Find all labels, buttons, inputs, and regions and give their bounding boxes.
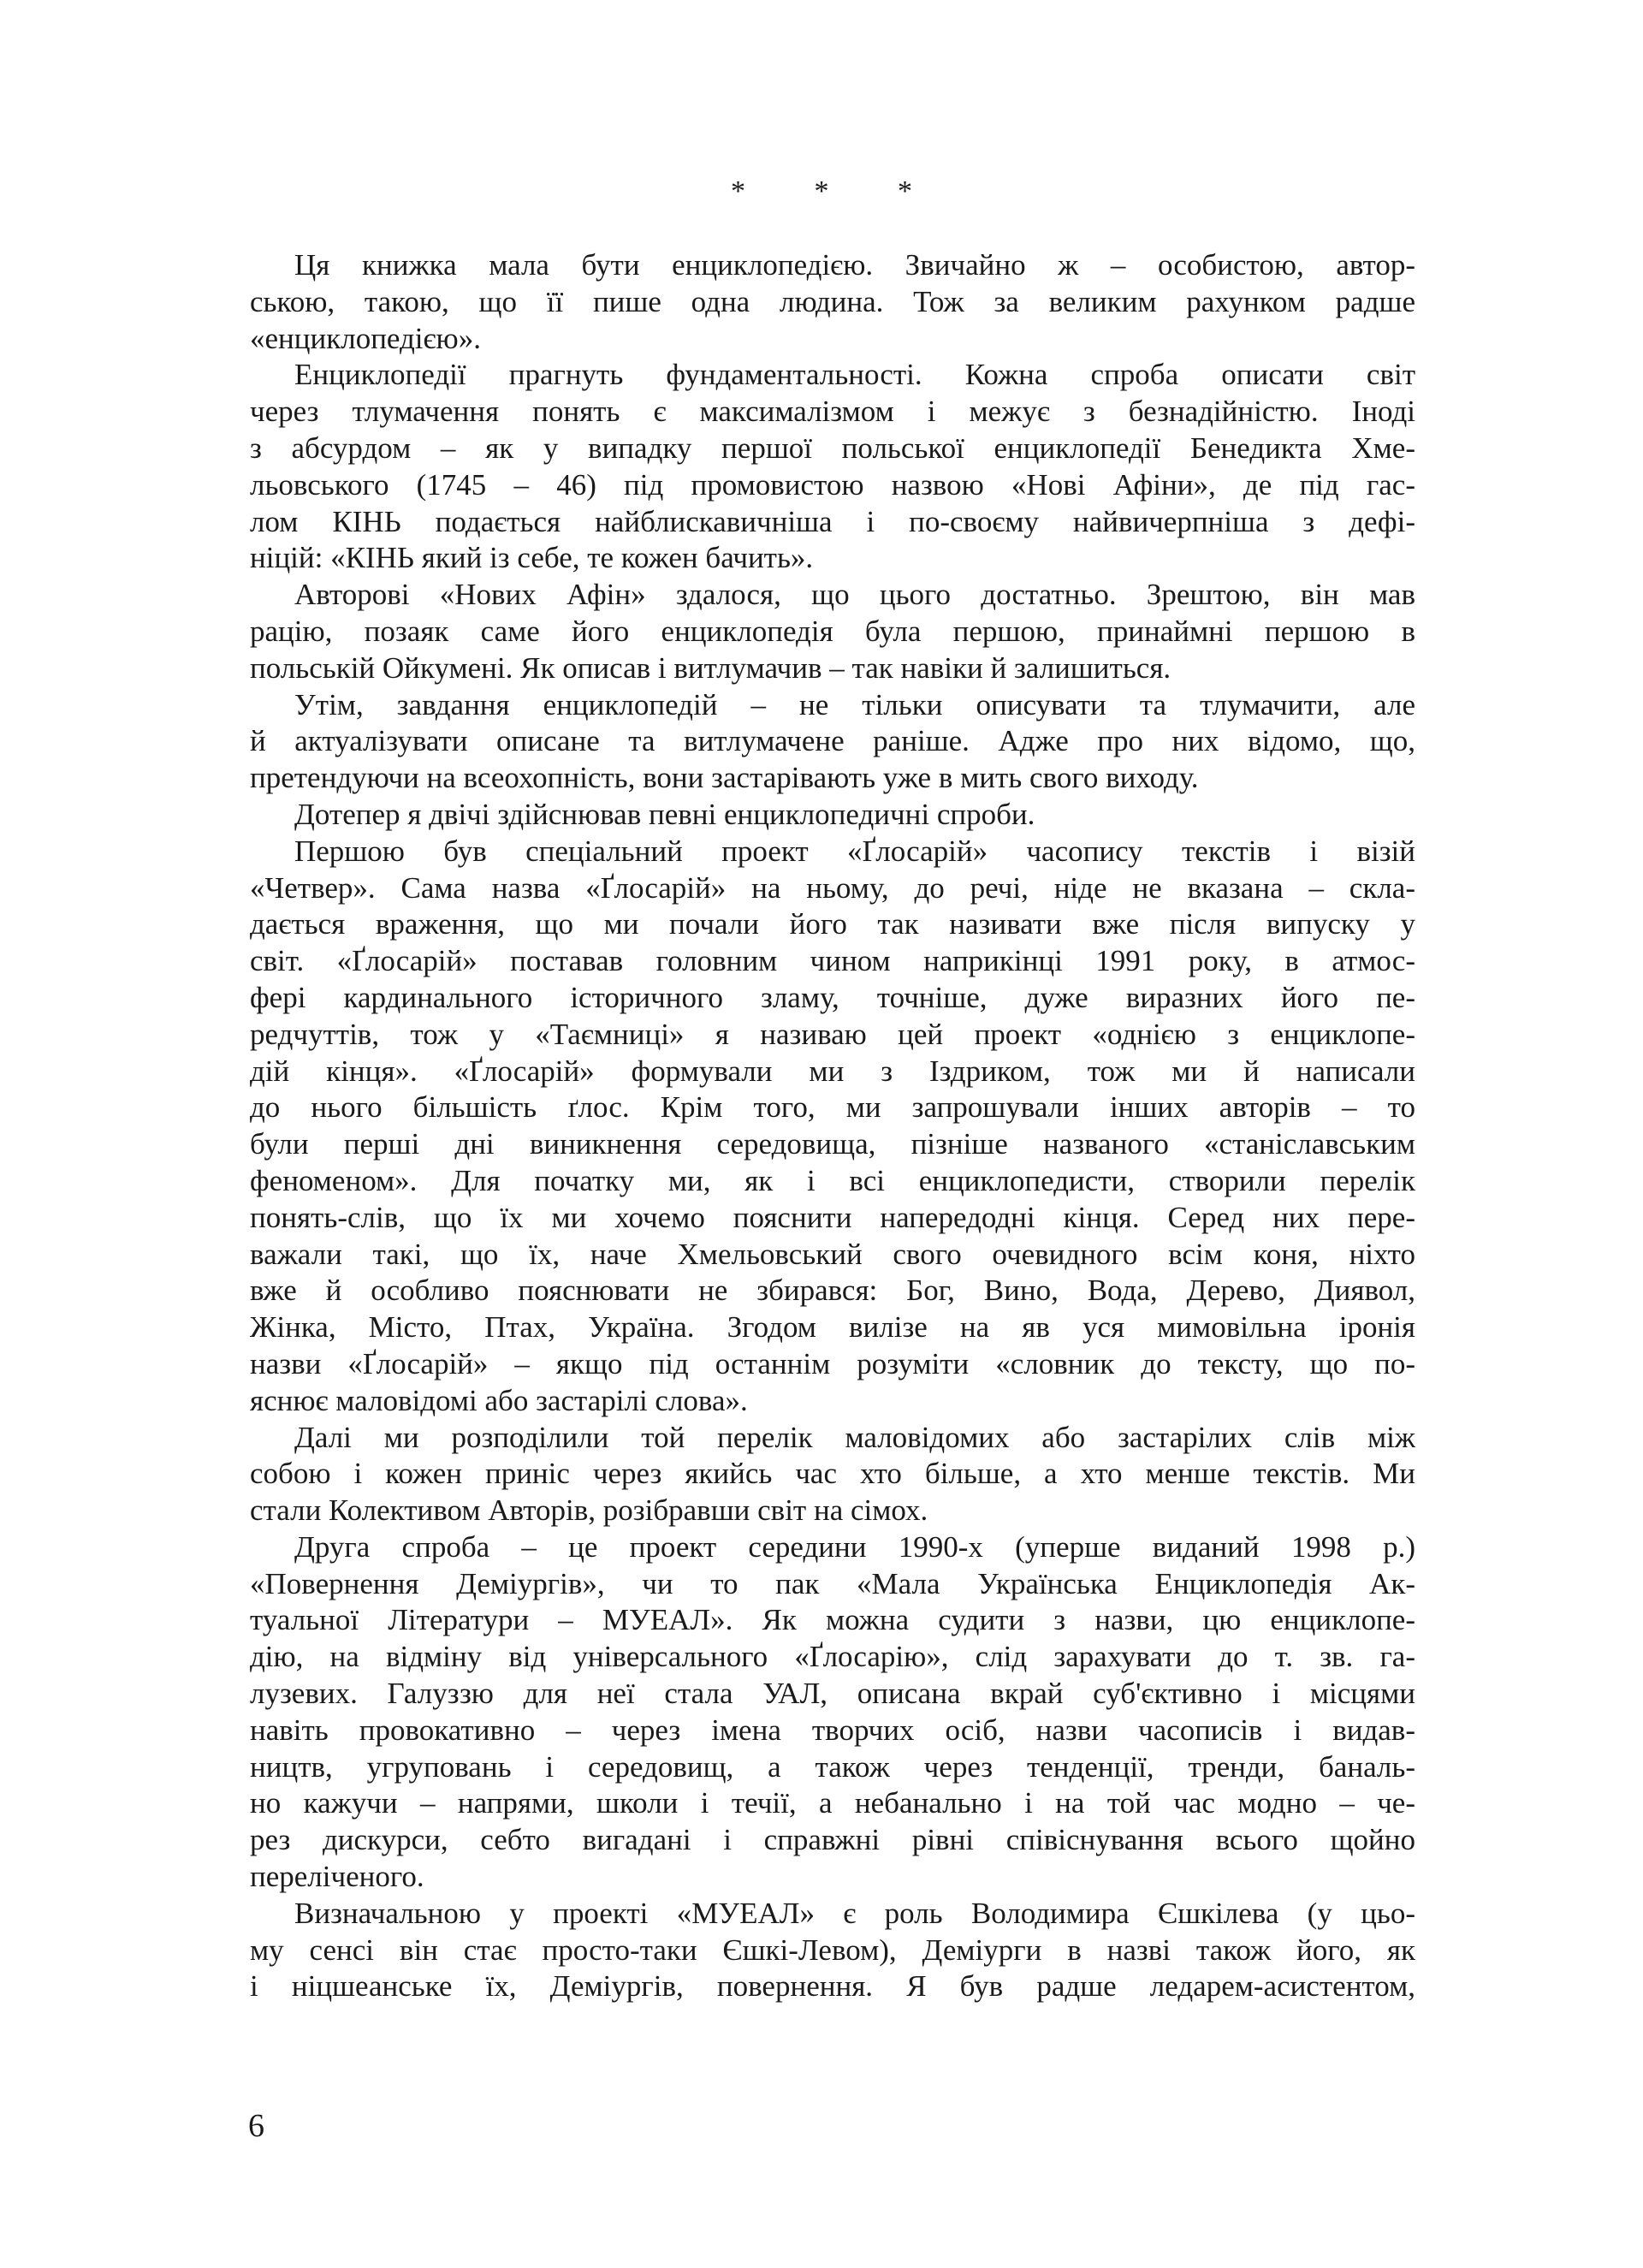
text-line: були перші дні виникнення середовища, пізніше названого «станіславським (250, 1127, 1415, 1161)
paragraph (250, 577, 1415, 686)
text-line: дію, на відміну від універсального «Ґлосарію», слід зарахувати до т. зв. га- (250, 1640, 1415, 1674)
text-line: вже й особливо пояснювати не збирався: Бог, Вино, Вода, Дерево, Диявол, (250, 1274, 1415, 1308)
section-separator: * * * (731, 175, 943, 207)
page-number: 6 (248, 2108, 264, 2144)
text-line: «Четвер». Сама назва «Ґлосарій» на ньому, до речі, ніде не вказана – скла- (250, 870, 1415, 905)
text-line: через тлумачення понять є максималізмом і межує з безнадійністю. Іноді (250, 395, 1415, 429)
paragraph (250, 247, 1415, 357)
text-line: назви «Ґлосарій» – якщо під останнім розуміти «словник до тексту, що по- (250, 1346, 1415, 1380)
text-line: му сенсі він стає просто-таки Єшкі-Левом), Деміурги в назві також його, як (250, 1933, 1415, 1967)
text-line: Авторові «Нових Афін» здалося, що цього достатньо. Зрештою, він мав (294, 578, 1415, 612)
text-line: но кажучи – напрями, школи і течії, а небанально і на той час модно – че- (250, 1786, 1415, 1820)
text-line: лом КІНЬ подається найблискавичніша і по-своєму найвичерпніша з дефі- (250, 504, 1415, 538)
text-line: рез дискурси, себто вигадані і справжні рівні співіснування всього щойно (250, 1823, 1415, 1857)
text-line: Дотепер я двічі здійснював певні енциклопедичні спроби. (294, 797, 1035, 831)
body-text (250, 247, 1415, 2005)
text-line: і ніцшеанське їх, Деміургів, повернення. Я був радше ледарем-асистентом, (250, 1969, 1415, 2004)
text-line: ніцій: «КІНЬ який із себе, те кожен бачить». (250, 541, 814, 575)
text-line: переліченого. (250, 1860, 424, 1894)
paragraph (250, 1896, 1415, 2005)
text-line: дається враження, що ми почали його так називати вже після випуску у (250, 907, 1415, 941)
text-line: польській Ойкумені. Як описав і витлумачив – так навіки й залишиться. (250, 650, 1171, 685)
text-line: Жінка, Місто, Птах, Україна. Згодом вилізе на яв уся мимовільна іронія (250, 1310, 1415, 1345)
text-line: Друга спроба – це проект середини 1990-х (уперше виданий 1998 р.) (294, 1529, 1415, 1564)
text-line: льовського (1745 – 46) під промовистою назвою «Нові Афіни», де під гас- (250, 467, 1415, 502)
text-line: навіть провокативно – через імена творчих осіб, назви часописів і видав- (250, 1713, 1415, 1747)
paragraph (250, 357, 1415, 577)
text-line: туальної Літератури – МУЕАЛ». Як можна судити з назви, цю енциклопе- (250, 1603, 1415, 1637)
text-line: понять-слів, що їх ми хочемо пояснити напередодні кінця. Серед них пере- (250, 1200, 1415, 1234)
text-line: до нього більшість ґлос. Крім того, ми запрошували інших авторів – то (250, 1090, 1415, 1125)
text-line: важали такі, що їх, наче Хмельовський свого очевидного всім коня, ніхто (250, 1237, 1415, 1271)
text-line: з абсурдом – як у випадку першої польської енциклопедії Бенедикта Хме- (250, 430, 1415, 465)
paragraph (250, 1529, 1415, 1896)
text-line: Далі ми розподілили той перелік маловідомих або застарілих слів між (294, 1420, 1415, 1454)
text-line: Першою був спеціальний проект «Ґлосарій» часопису текстів і візій (294, 834, 1415, 868)
text-line: фері кардинального історичного зламу, точніше, дуже виразних його пе- (250, 980, 1415, 1014)
text-line: собою і кожен приніс через якийсь час хто більше, а хто менше текстів. Ми (250, 1457, 1415, 1491)
text-line: Утім, завдання енциклопедій – не тільки описувати та тлумачити, але (294, 687, 1415, 721)
paragraph (250, 834, 1415, 1420)
text-line: Енциклопедії прагнуть фундаментальності. Кожна спроба описати світ (294, 358, 1415, 392)
text-line: рацію, позаяк саме його енциклопедія була першою, принаймні першою в (250, 614, 1415, 648)
text-line: претендуючи на всеохопність, вони застарівають уже в мить свого виходу. (250, 761, 1199, 795)
text-line: ською, такою, що її пише одна людина. Тож за великим рахунком радше (250, 284, 1415, 318)
text-line: «енциклопедією». (250, 321, 481, 355)
text-line: редчуттів, тож у «Таємниці» я називаю цей проект «однією з енциклопе- (250, 1017, 1415, 1051)
text-line: «Повернення Деміургів», чи то пак «Мала Українська Енциклопедія Ак- (250, 1566, 1415, 1600)
text-line: світ. «Ґлосарій» поставав головним чином наприкінці 1991 року, в атмос- (250, 944, 1415, 978)
paragraph (250, 1420, 1415, 1529)
text-line: феноменом». Для початку ми, як і всі енциклопедисти, створили перелік (250, 1163, 1415, 1197)
text-line: стали Колективом Авторів, розібравши світ на сімох. (250, 1493, 928, 1528)
text-line: й актуалізувати описане та витлумачене раніше. Адже про них відомо, що, (250, 724, 1415, 758)
text-line: яснює маловідомі або застарілі слова». (250, 1383, 748, 1417)
text-line: ництв, угруповань і середовищ, а також через тенденції, тренди, баналь- (250, 1749, 1415, 1784)
text-line: дій кінця». «Ґлосарій» формували ми з Іздриком, тож ми й написали (250, 1054, 1415, 1088)
text-line: Визначальною у проекті «МУЕАЛ» є роль Володимира Єшкілева (у цьо- (294, 1896, 1415, 1930)
paragraph (250, 687, 1415, 797)
text-line: Ця книжка мала бути енциклопедією. Звичайно ж – особистою, автор- (294, 248, 1415, 282)
text-line: лузевих. Галуззю для неї стала УАЛ, описана вкрай суб'єктивно і місцями (250, 1677, 1415, 1711)
paragraph (250, 797, 1415, 834)
